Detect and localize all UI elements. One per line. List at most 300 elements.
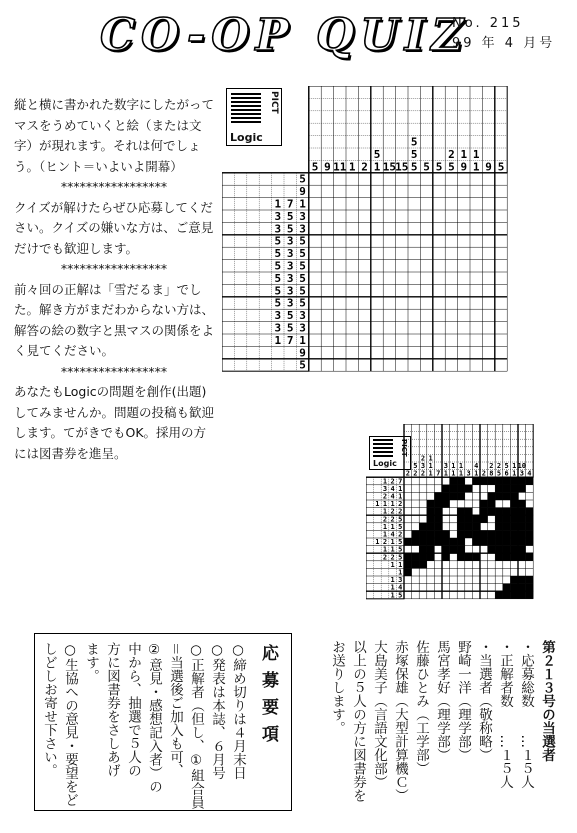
column-clue: 1 (451, 469, 456, 478)
filled-cell (427, 546, 435, 554)
column-clue: 1 (373, 160, 381, 174)
filled-cell (518, 500, 526, 508)
filled-cell (427, 553, 435, 561)
filled-cell (465, 553, 473, 561)
filled-cell (457, 538, 465, 546)
row-clue: 4 (398, 583, 403, 592)
filled-cell (518, 584, 526, 592)
row-clue: 5 (299, 247, 306, 261)
filled-cell (457, 492, 465, 500)
application-box (34, 633, 292, 811)
row-clue: 4 (390, 492, 395, 501)
row-clue: 1 (390, 500, 395, 509)
intro-paragraph: 縦と横に書かれた数字にしたがってマスをうめていくと絵（または文字）が現れます。それは何でしょう。（ヒント＝いよいよ開幕） (14, 97, 215, 174)
divider: ***************** (60, 179, 168, 194)
vertical-line: 赤塚保雄（大型計算機Ｃ） (392, 640, 408, 802)
filled-cell (488, 530, 496, 538)
filled-cell (404, 568, 412, 576)
row-clue: 1 (382, 477, 388, 486)
filled-cell (465, 508, 473, 516)
row-clue: 1 (382, 545, 388, 554)
filled-cell (510, 515, 518, 523)
column-clue: 1 (458, 462, 464, 471)
row-clue: 1 (398, 560, 403, 569)
row-clue: 3 (299, 309, 306, 323)
row-clue: 5 (286, 321, 294, 335)
filled-cell (442, 538, 450, 546)
row-clue: 3 (274, 309, 282, 323)
issue-info (452, 14, 555, 54)
vertical-line: 以上の５人の方に図書券を (350, 640, 366, 802)
filled-cell (419, 553, 427, 561)
column-clue: 2 (413, 469, 418, 478)
column-clue: 2 (489, 462, 494, 471)
row-clue: 3 (299, 321, 306, 335)
column-clue: 2 (420, 454, 426, 463)
filled-cell (503, 515, 511, 523)
column-clue: 15 (395, 160, 409, 174)
column-clue: 8 (489, 469, 494, 478)
vertical-line: しどしお寄せ下さい。 (41, 642, 57, 777)
filled-cell (457, 477, 465, 485)
column-clue: 5 (311, 160, 319, 174)
column-clue: 1 (472, 147, 480, 161)
filled-cell (488, 508, 496, 516)
intro-text (14, 95, 214, 464)
filled-cell (518, 546, 526, 554)
row-clue: 2 (390, 553, 395, 562)
filled-cell (510, 553, 518, 561)
vertical-line: ○正解者（但し、①組合員 (188, 642, 204, 809)
row-clue: 1 (382, 522, 388, 531)
intro-paragraph: クイズが解けたらぜひ応募してください。クイズの嫌いな方は、ご意見だけでも歓迎します。 (14, 199, 214, 256)
filled-cell (510, 523, 518, 531)
row-clue: 5 (286, 209, 294, 223)
filled-cell (442, 492, 450, 500)
filled-cell (450, 477, 458, 485)
filled-cell (495, 553, 503, 561)
filled-cell (518, 576, 526, 584)
row-clue: 5 (274, 259, 282, 273)
filled-cell (503, 546, 511, 554)
column-clue: 4 (527, 469, 532, 478)
row-clue: 1 (375, 500, 380, 509)
column-clue: 9 (460, 160, 468, 174)
column-clue: 4 (474, 462, 479, 471)
filled-cell (450, 492, 458, 500)
column-clue: 9 (324, 160, 331, 174)
row-clue: 1 (390, 522, 395, 531)
column-clue: 1 (512, 462, 517, 471)
filled-cell (419, 538, 427, 546)
column-clue: 15 (382, 160, 397, 174)
filled-cell (518, 538, 526, 546)
column-clue: 5 (423, 160, 430, 174)
filled-cell (472, 477, 480, 485)
column-clue: 2 (420, 469, 426, 478)
row-clue: 5 (398, 522, 403, 531)
filled-cell (526, 477, 534, 485)
row-clue: 7 (286, 197, 294, 211)
row-clue: 1 (390, 545, 395, 554)
filled-cell (427, 523, 435, 531)
row-clue: 3 (286, 284, 294, 298)
filled-cell (495, 492, 503, 500)
issue-date: 99 年 4 月号 (452, 36, 556, 51)
row-clue: 5 (274, 296, 282, 310)
filled-cell (442, 485, 450, 493)
filled-cell (480, 500, 488, 508)
column-clue: 3 (466, 469, 471, 478)
filled-cell (503, 508, 511, 516)
filled-cell (518, 523, 526, 531)
column-clue: 1 (451, 462, 456, 471)
filled-cell (457, 553, 465, 561)
issue-number: No. 215 (452, 16, 524, 31)
filled-cell (488, 546, 496, 554)
filled-cell (526, 530, 534, 538)
column-clue: 1 (512, 469, 517, 478)
filled-cell (518, 553, 526, 561)
filled-cell (480, 477, 488, 485)
row-clue: 1 (299, 333, 306, 347)
filled-cell (457, 546, 465, 554)
filled-cell (526, 523, 534, 531)
row-clue: 3 (286, 271, 294, 285)
filled-cell (434, 538, 442, 546)
filled-cell (419, 546, 427, 554)
filled-cell (503, 553, 511, 561)
filled-cell (442, 500, 450, 508)
filled-cell (518, 515, 526, 523)
column-clue: 9 (485, 160, 492, 174)
intro-paragraph: あなたもLogicの問題を創作(出題)してみませんか。問題の投稿も歓迎します。てがきでもOK。採用の方には図書券を進呈。 (14, 384, 215, 461)
filled-cell (503, 523, 511, 531)
filled-cell (495, 546, 503, 554)
row-clue: 1 (390, 591, 395, 600)
filled-cell (472, 523, 480, 531)
vertical-line: 第２１３号の当選者 (539, 640, 555, 762)
filled-cell (412, 530, 420, 538)
filled-cell (442, 553, 450, 561)
filled-cell (442, 546, 450, 554)
row-clue: 9 (299, 346, 306, 360)
filled-cell (495, 485, 503, 493)
logic-puzzle (222, 86, 562, 421)
row-clue: 4 (390, 530, 395, 539)
filled-cell (480, 538, 488, 546)
filled-cell (488, 500, 496, 508)
column-clue: 5 (413, 462, 418, 471)
column-clue: 1 (474, 469, 479, 478)
filled-cell (412, 561, 420, 569)
filled-cell (434, 492, 442, 500)
row-clue: 5 (299, 259, 306, 273)
column-clue: 5 (448, 160, 455, 174)
row-clue: 5 (299, 234, 306, 248)
column-clue: 5 (504, 462, 509, 471)
filled-cell (526, 508, 534, 516)
filled-cell (465, 515, 473, 523)
filled-cell (457, 530, 465, 538)
row-clue: 5 (299, 271, 306, 285)
filled-cell (503, 591, 511, 599)
vertical-line: ・応募総数 …１５人 (518, 640, 534, 789)
filled-cell (488, 477, 496, 485)
row-clue: 1 (299, 197, 306, 211)
vertical-line: 佐藤ひとみ（工学部） (413, 640, 429, 775)
filled-cell (526, 584, 534, 592)
vertical-line: ○生協への意見・要望をど (62, 642, 78, 807)
filled-cell (488, 538, 496, 546)
filled-cell (472, 553, 480, 561)
column-clue: 2 (496, 462, 502, 471)
row-clue: 5 (274, 271, 282, 285)
row-clue: 3 (382, 484, 388, 493)
filled-cell (450, 546, 458, 554)
filled-cell (510, 584, 518, 592)
filled-cell (495, 538, 503, 546)
apply-heading: 応募要項 (258, 644, 278, 752)
filled-cell (434, 530, 442, 538)
winners-section (300, 630, 560, 820)
filled-cell (427, 500, 435, 508)
filled-cell (427, 538, 435, 546)
row-clue: 1 (398, 568, 403, 577)
column-clue: 3 (420, 462, 426, 471)
filled-cell (457, 515, 465, 523)
row-clue: 3 (286, 259, 294, 273)
filled-cell (503, 584, 511, 592)
row-clue: 2 (382, 492, 388, 501)
filled-cell (503, 485, 511, 493)
row-clue: 5 (286, 222, 294, 236)
filled-cell (510, 538, 518, 546)
filled-cell (450, 538, 458, 546)
column-clue: 5 (497, 160, 505, 174)
vertical-line: 馬宮孝好（理学部） (434, 640, 450, 762)
filled-cell (404, 538, 412, 546)
row-clue: 1 (398, 484, 403, 493)
row-clue: 1 (390, 538, 395, 547)
filled-cell (503, 492, 511, 500)
logo-pict-label: PICT (269, 91, 279, 114)
row-clue: 5 (398, 591, 403, 600)
row-clue: 3 (398, 576, 403, 585)
vertical-line: ・正解者数 …１５人 (497, 640, 513, 789)
filled-cell (419, 530, 427, 538)
column-clue: 10 (517, 462, 527, 471)
divider: ***************** (60, 363, 168, 379)
row-clue: 5 (398, 553, 403, 562)
filled-cell (465, 523, 473, 531)
filled-cell (442, 530, 450, 538)
vertical-line: 中から、抽選で５人の (125, 642, 141, 777)
filled-cell (434, 508, 442, 516)
column-clue: 1 (428, 462, 433, 471)
column-clue: 2 (481, 469, 486, 478)
filled-cell (526, 553, 534, 561)
row-clue: 3 (274, 209, 282, 223)
filled-cell (419, 523, 427, 531)
filled-cell (526, 538, 534, 546)
row-clue: 1 (390, 576, 395, 585)
vertical-line: ○発表は本誌、６月号 (209, 642, 225, 780)
row-clue: 5 (398, 515, 403, 524)
vertical-line: お送りします。 (329, 640, 345, 735)
filled-cell (465, 485, 473, 493)
row-clue: 2 (398, 530, 403, 539)
filled-cell (495, 477, 503, 485)
filled-cell (495, 523, 503, 531)
row-clue: 3 (299, 209, 306, 223)
filled-cell (510, 530, 518, 538)
filled-cell (434, 523, 442, 531)
column-clue: 1 (348, 160, 356, 174)
column-clue: 7 (436, 469, 441, 478)
vertical-line: 方に図書券をさしあげ (104, 642, 120, 777)
row-clue: 9 (299, 185, 306, 199)
filled-cell (510, 576, 518, 584)
row-clue: 5 (299, 284, 306, 298)
filled-cell (472, 515, 480, 523)
filled-cell (503, 530, 511, 538)
filled-cell (480, 515, 488, 523)
column-clue: 1 (460, 147, 468, 161)
column-clue: 5 (435, 160, 443, 174)
row-clue: 5 (299, 358, 306, 372)
column-clue: 2 (405, 469, 410, 478)
column-clue: 5 (496, 469, 502, 478)
column-clue: 3 (519, 469, 524, 478)
logo-pict-label: PICT (400, 439, 408, 457)
filled-cell (526, 515, 534, 523)
filled-cell (510, 591, 518, 599)
row-clue: 1 (382, 530, 388, 539)
filled-cell (495, 591, 503, 599)
column-clue: 1 (443, 469, 448, 478)
row-clue: 2 (398, 507, 403, 516)
quiz-title: CO-OP QUIZ (100, 10, 470, 61)
filled-cell (465, 530, 473, 538)
column-clue: 3 (443, 462, 448, 471)
row-clue: 2 (382, 515, 388, 524)
row-clue: 1 (382, 507, 388, 516)
row-clue: 2 (398, 500, 403, 509)
row-clue: 5 (398, 545, 403, 554)
row-clue: 5 (274, 234, 282, 248)
filled-cell (412, 538, 420, 546)
filled-cell (472, 530, 480, 538)
row-clue: 3 (274, 222, 282, 236)
row-clue: 3 (299, 222, 306, 236)
vertical-line: 大島美子（言語文化部） (371, 640, 387, 789)
divider: ***************** (60, 261, 168, 276)
row-clue: 5 (274, 284, 282, 298)
filled-cell (434, 500, 442, 508)
row-clue: 7 (398, 477, 403, 486)
filled-cell (526, 591, 534, 599)
vertical-line: ＝当選後ご加入も可、 (167, 642, 183, 777)
filled-cell (472, 538, 480, 546)
filled-cell (427, 508, 435, 516)
row-clue: 2 (390, 507, 395, 516)
vertical-line: ②意見・感想記入者）の (146, 642, 162, 793)
row-clue: 2 (382, 553, 388, 562)
filled-cell (457, 523, 465, 531)
filled-cell (480, 508, 488, 516)
row-clue: 5 (299, 296, 306, 310)
vertical-line: 野崎一洋（理学部） (455, 640, 471, 762)
row-clue: 2 (390, 477, 395, 486)
row-clue: 5 (398, 538, 403, 547)
column-clue: 5 (373, 147, 381, 161)
filled-cell (510, 485, 518, 493)
filled-cell (427, 530, 435, 538)
filled-cell (495, 515, 503, 523)
row-clue: 3 (286, 234, 294, 248)
row-clue: 1 (375, 538, 380, 547)
column-clue: 1 (428, 469, 433, 478)
filled-cell (510, 546, 518, 554)
filled-cell (412, 553, 420, 561)
filled-cell (510, 477, 518, 485)
filled-cell (427, 515, 435, 523)
filled-cell (510, 500, 518, 508)
filled-cell (518, 477, 526, 485)
previous-answer-puzzle (366, 424, 562, 616)
filled-cell (495, 508, 503, 516)
row-clue: 1 (390, 583, 395, 592)
filled-cell (457, 508, 465, 516)
filled-cell (404, 561, 412, 569)
column-clue: 1 (428, 454, 433, 463)
column-clue: 2 (361, 160, 368, 174)
filled-cell (457, 485, 465, 493)
row-clue: 2 (390, 515, 395, 524)
vertical-line: ○締め切りは４月末日 (230, 642, 246, 780)
filled-cell (518, 530, 526, 538)
row-clue: 1 (274, 197, 282, 211)
row-clue: 3 (286, 296, 294, 310)
column-clue: 6 (504, 469, 509, 478)
logo-logic-label: Logic (230, 131, 263, 144)
filled-cell (518, 485, 526, 493)
intro-paragraph: 前々回の正解は「雪だるま」でした。解き方がまだわからない方は、解答の絵の数字と黒マスの関係をよく見てください。 (14, 281, 215, 358)
filled-cell (518, 508, 526, 516)
row-clue: 5 (299, 172, 306, 186)
filled-cell (495, 530, 503, 538)
filled-cell (419, 561, 427, 569)
vertical-line: ます。 (83, 642, 99, 683)
row-clue: 1 (274, 333, 282, 347)
row-clue: 1 (398, 492, 403, 501)
filled-cell (518, 591, 526, 599)
row-clue: 5 (274, 247, 282, 261)
row-clue: 5 (286, 309, 294, 323)
filled-cell (434, 515, 442, 523)
filled-cell (526, 576, 534, 584)
row-clue: 4 (390, 484, 395, 493)
filled-cell (488, 492, 496, 500)
filled-cell (450, 485, 458, 493)
column-clue: 2 (448, 147, 455, 161)
filled-cell (510, 492, 518, 500)
column-clue: 11 (333, 160, 347, 174)
row-clue: 1 (382, 500, 388, 509)
row-clue: 3 (274, 321, 282, 335)
column-clue: 5 (410, 135, 418, 149)
